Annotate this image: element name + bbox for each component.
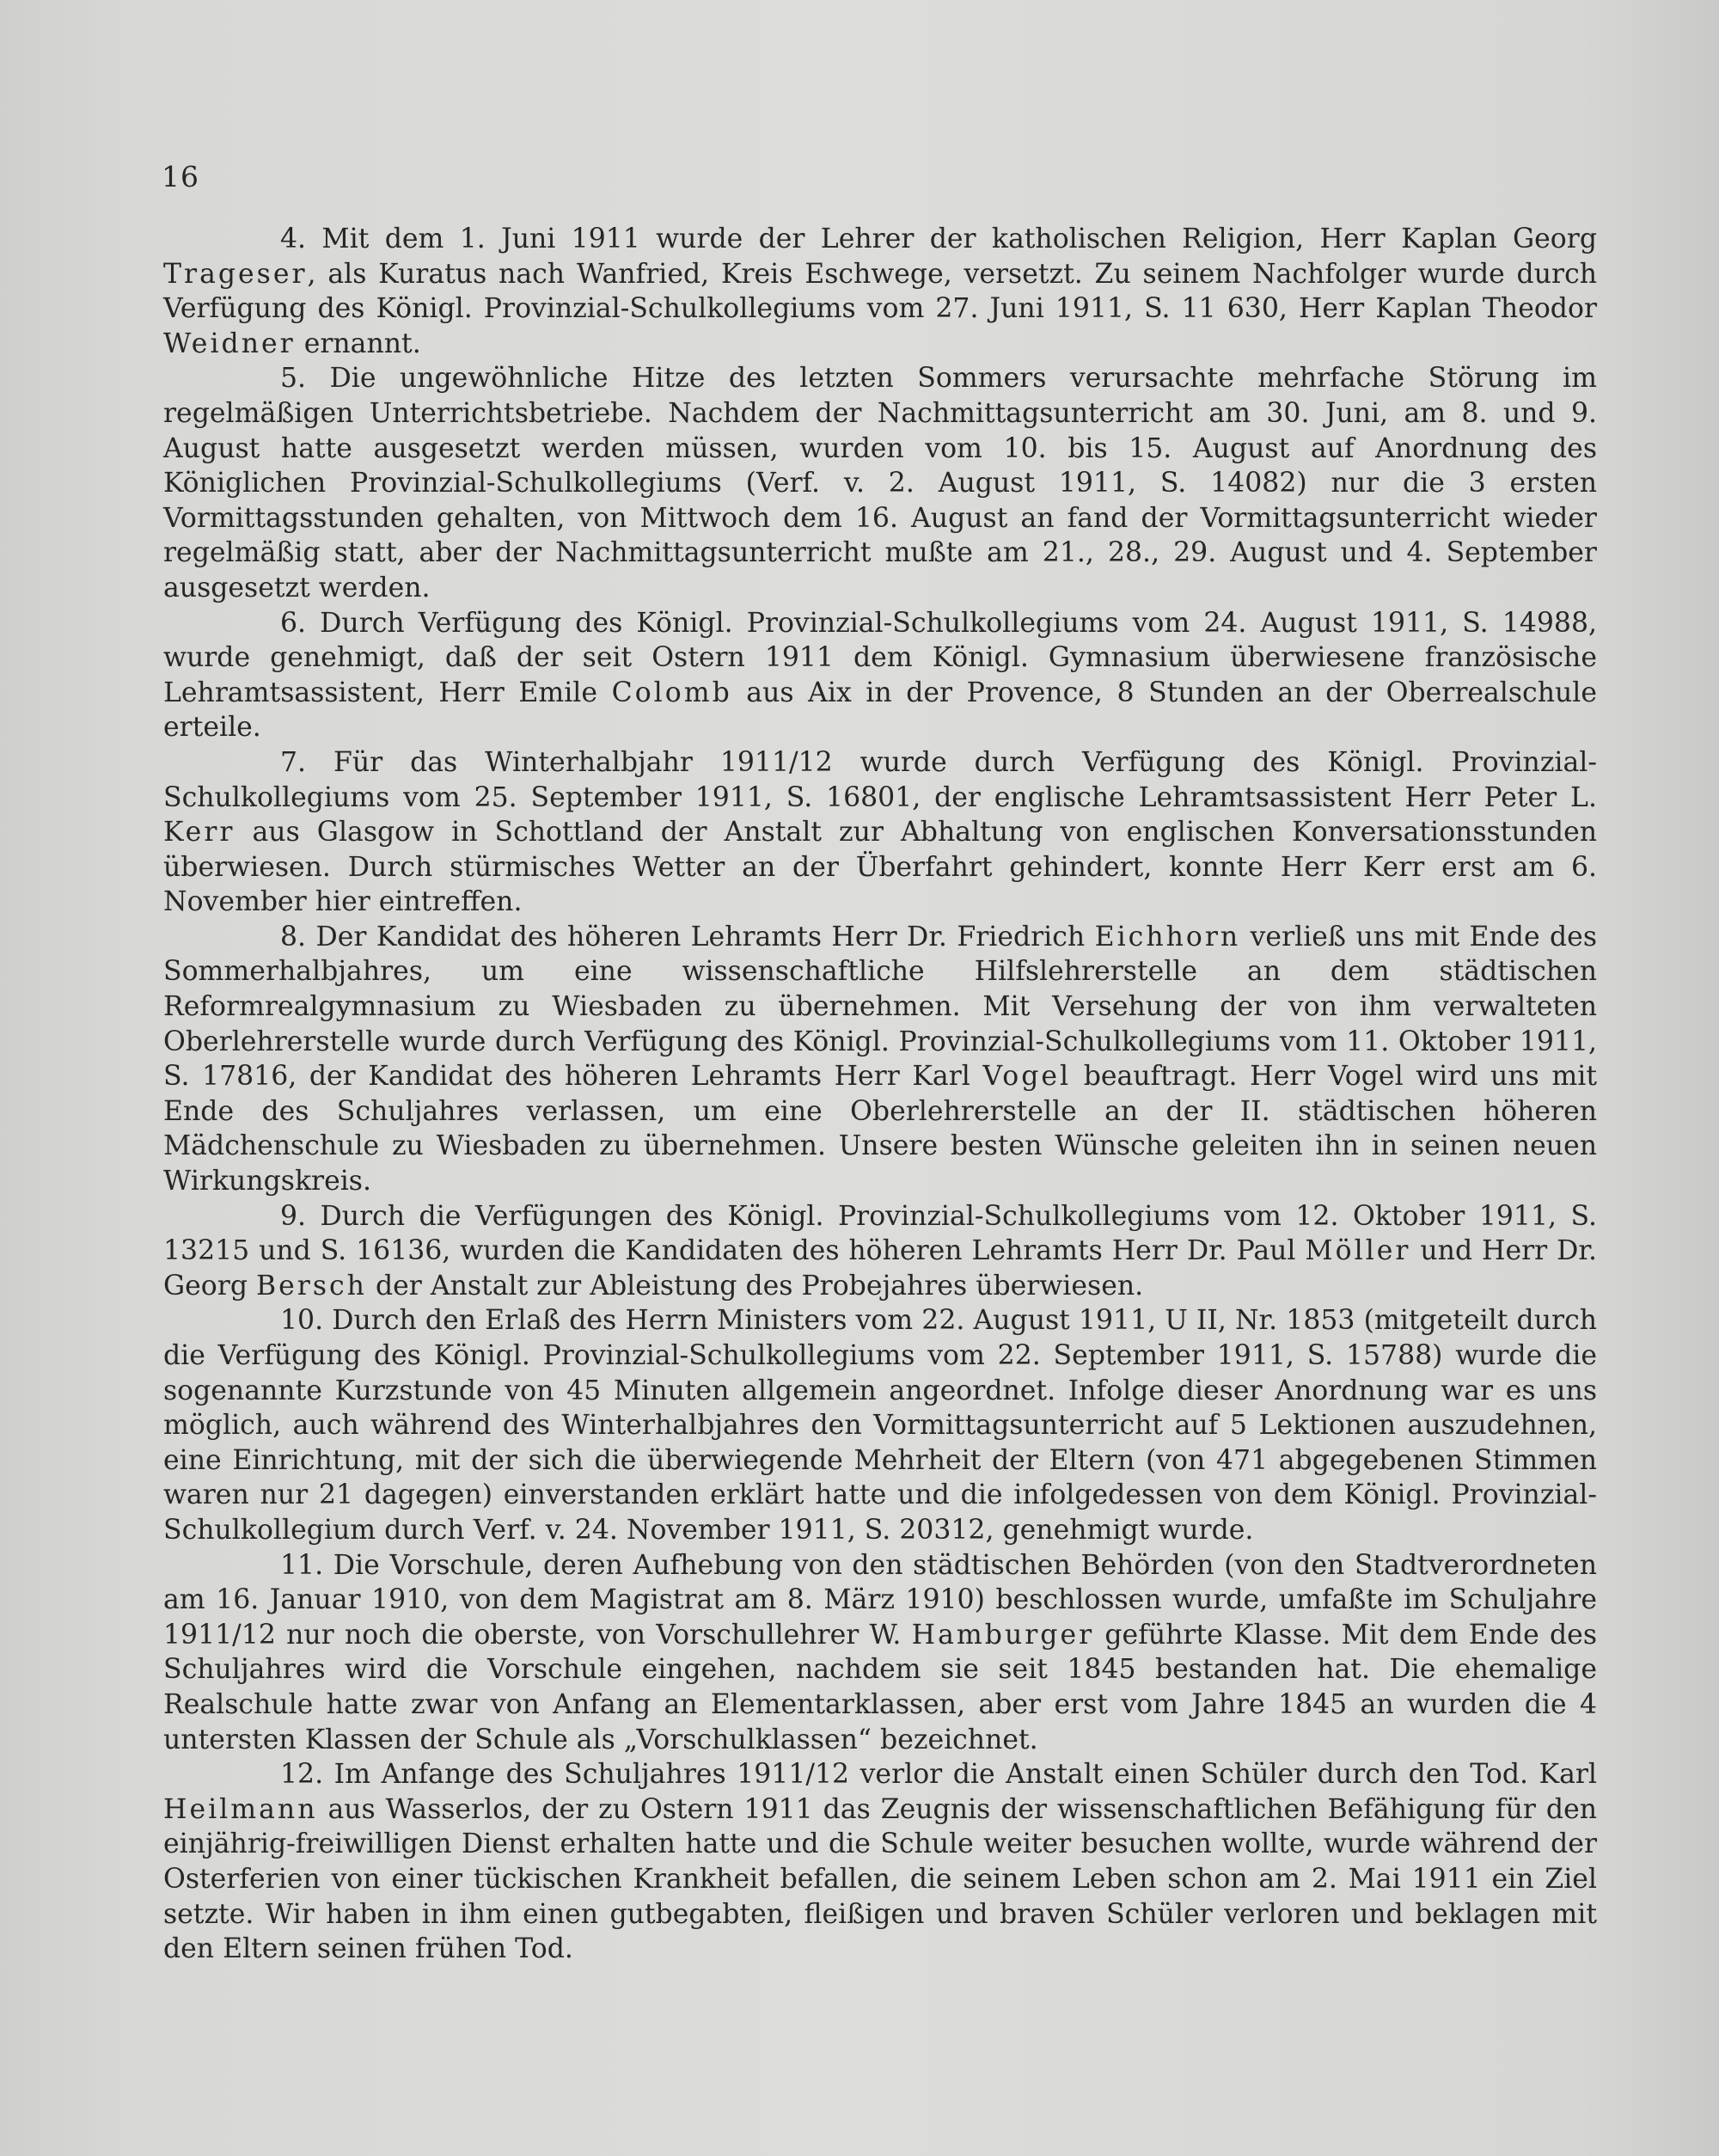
text-run: aus Wasserlos, der zu Ostern 1911 das Zeugnis der wissenschaftlichen Befähigung für den einjährig-freiwilligen Dienst erhalten hatte und die Schule weiter besuchen wollte, wurde während der Osterferien von einer tückischen Krankheit befallen, die seinem Leben schon am 2. Mai 1911 ein Ziel setzte. Wir haben in ihm einen gutbegabten, fleißigen und braven Schüler verloren und beklagen mit den Eltern seinen frühen Tod. (163, 1793, 1597, 1965)
paragraph-5 (163, 361, 1597, 605)
text-run: verließ uns mit Ende des Sommerhalbjahres, um eine wissenschaftliche Hilfslehrerstelle an dem städtischen Reformrealgymnasium zu Wiesbaden zu übernehmen. Mit Versehung der von ihm verwalteten Oberlehrerstelle wurde durch Verfügung des Königl. Provinzial-Schulkollegiums vom 11. Oktober 1911, S. 17816, der Kandidat des höheren Lehramts Herr Karl (163, 921, 1597, 1093)
text-run: 11. Die Vorschule, deren Aufhebung von den städtischen Behörden (von den Stadtverordneten am 16. Januar 1910, von dem Magistrat am 8. März 1910) beschlossen wurde, umfaßte im Schuljahre 1911/12 nur noch die oberste, von Vorschullehrer W. (163, 1549, 1597, 1651)
text-run: beauftragt. Herr Vogel wird uns mit Ende des Schuljahres verlassen, um eine Oberlehrerstelle an der II. städtischen höheren Mädchenschule zu Wiesbaden zu übernehmen. Unsere besten Wünsche geleiten ihn in seinen neuen Wirkungskreis. (163, 1061, 1597, 1197)
text-run: geführte Klasse. Mit dem Ende des Schuljahres wird die Vorschule eingehen, nachdem sie seit 1845 bestanden hat. Die ehemalige Realschule hatte zwar von Anfang an Elementarklassen, aber erst vom Jahre 1845 an wurden die 4 untersten Klassen der Schule als „Vorschulklassen“ bezeichnet. (163, 1619, 1597, 1755)
paragraph-10 (163, 1303, 1597, 1547)
spaced-name: Bersch (256, 1270, 367, 1302)
text-run: und Herr Dr. Georg (163, 1235, 1597, 1302)
page-number: 16 (162, 160, 199, 193)
text-run: 6. Durch Verfügung des Königl. Provinzial-Schulkollegiums vom 24. August 1911, S. 14988, wurde genehmigt, daß der seit Ostern 1911 dem Königl. Gymnasium überwiesene französische Lehramtsassistent, Herr Emile (163, 607, 1597, 708)
paragraph-12 (163, 1757, 1597, 1967)
text-run: aus Glasgow in Schottland der Anstalt zur Abhaltung von englischen Konversationsstunden überwiesen. Durch stürmisches Wetter an der Überfahrt gehindert, konnte Herr Kerr erst am 6. November hier eintreffen. (163, 817, 1597, 918)
spaced-name: Heilmann (163, 1793, 318, 1825)
text-run: , als Kuratus nach Wanfried, Kreis Eschwege, versetzt. Zu seinem Nachfolger wurde durch Verfügung des Königl. Provinzial-Schulkollegiums vom 27. Juni 1911, S. 11 630, Herr Kaplan Theodor (163, 258, 1597, 325)
paragraph-6 (163, 606, 1597, 745)
text-run: 9. Durch die Verfügungen des Königl. Provinzial-Schulkollegiums vom 12. Oktober 1911, S. 13215 und S. 16136, wurden die Kandidaten des höheren Lehramts Herr Dr. Paul (163, 1200, 1597, 1267)
text-run: 4. Mit dem 1. Juni 1911 wurde der Lehrer der katholischen Religion, Herr Kaplan Georg (280, 224, 1597, 254)
text-run: 5. Die ungewöhnliche Hitze des letzten Sommers verursachte mehrfache Störung im regelmäßigen Unterrichtsbetriebe. Nachdem der Nachmittagsunterricht am 30. Juni, am 8. und 9. August hatte ausgesetzt werden müssen, wurden vom 10. bis 15. August auf Anordnung des Königlichen Provinzial-Schulkollegiums (Verf. v. 2. August 1911, S. 14082) nur die 3 ersten Vormittagsstunden gehalten, von Mittwoch dem 16. August an fand der Vormittagsunterricht wieder regelmäßig statt, aber der Nachmittagsunterricht mußte am 21., 28., 29. August und 4. September ausgesetzt werden. (163, 363, 1597, 603)
paragraph-11 (163, 1548, 1597, 1758)
text-run: 10. Durch den Erlaß des Herrn Ministers vom 22. August 1911, U II, Nr. 1853 (mitgeteilt durch die Verfügung des Königl. Provinzial-Schulkollegiums vom 22. September 1911, S. 15788) wurde die sogenannte Kurzstunde von 45 Minuten allgemein angeordnet. Infolge dieser Anordnung war es uns möglich, auch während des Winterhalbjahres den Vormittagsunterricht auf 5 Lektionen auszudehnen, eine Einrichtung, mit der sich die überwiegende Mehrheit der Eltern (von 471 abgegebenen Stimmen waren nur 21 dagegen) einverstanden erklärt hatte und die infolgedessen von dem Königl. Provinzial-Schulkollegium durch Verf. v. 24. November 1911, S. 20312, genehmigt wurde. (163, 1305, 1597, 1546)
text-run: 8. Der Kandidat des höheren Lehramts Herr Dr. Friedrich (280, 921, 1095, 952)
paragraph-7 (163, 745, 1597, 920)
text-run: aus Aix in der Provence, 8 Stunden an der Oberrealschule erteile. (163, 677, 1597, 744)
spaced-name: Vogel (982, 1061, 1072, 1093)
paragraph-8 (163, 920, 1597, 1199)
text-run: 7. Für das Winterhalbjahr 1911/12 wurde durch Verfügung des Königl. Provinzial-Schulkollegiums vom 25. September 1911, S. 16801, der englische Lehramtsassistent Herr Peter L. (163, 746, 1597, 813)
spaced-name: Colomb (611, 677, 732, 708)
text-run: 12. Im Anfange des Schuljahres 1911/12 verlor die Anstalt einen Schüler durch den Tod. Karl (280, 1759, 1597, 1791)
paragraph-4 (163, 222, 1597, 361)
spaced-name: Weidner (163, 328, 296, 359)
spaced-name: Trageser (163, 258, 308, 290)
body-text (163, 222, 1597, 1967)
spaced-name: Kerr (163, 817, 236, 848)
spaced-name: Eichhorn (1094, 921, 1241, 952)
text-run: der Anstalt zur Ableistung des Probejahres überwiesen. (366, 1270, 1144, 1302)
spaced-name: Möller (1305, 1235, 1411, 1267)
text-run: ernannt. (295, 328, 421, 359)
spaced-name: Hamburger (911, 1619, 1095, 1651)
paragraph-9 (163, 1199, 1597, 1304)
